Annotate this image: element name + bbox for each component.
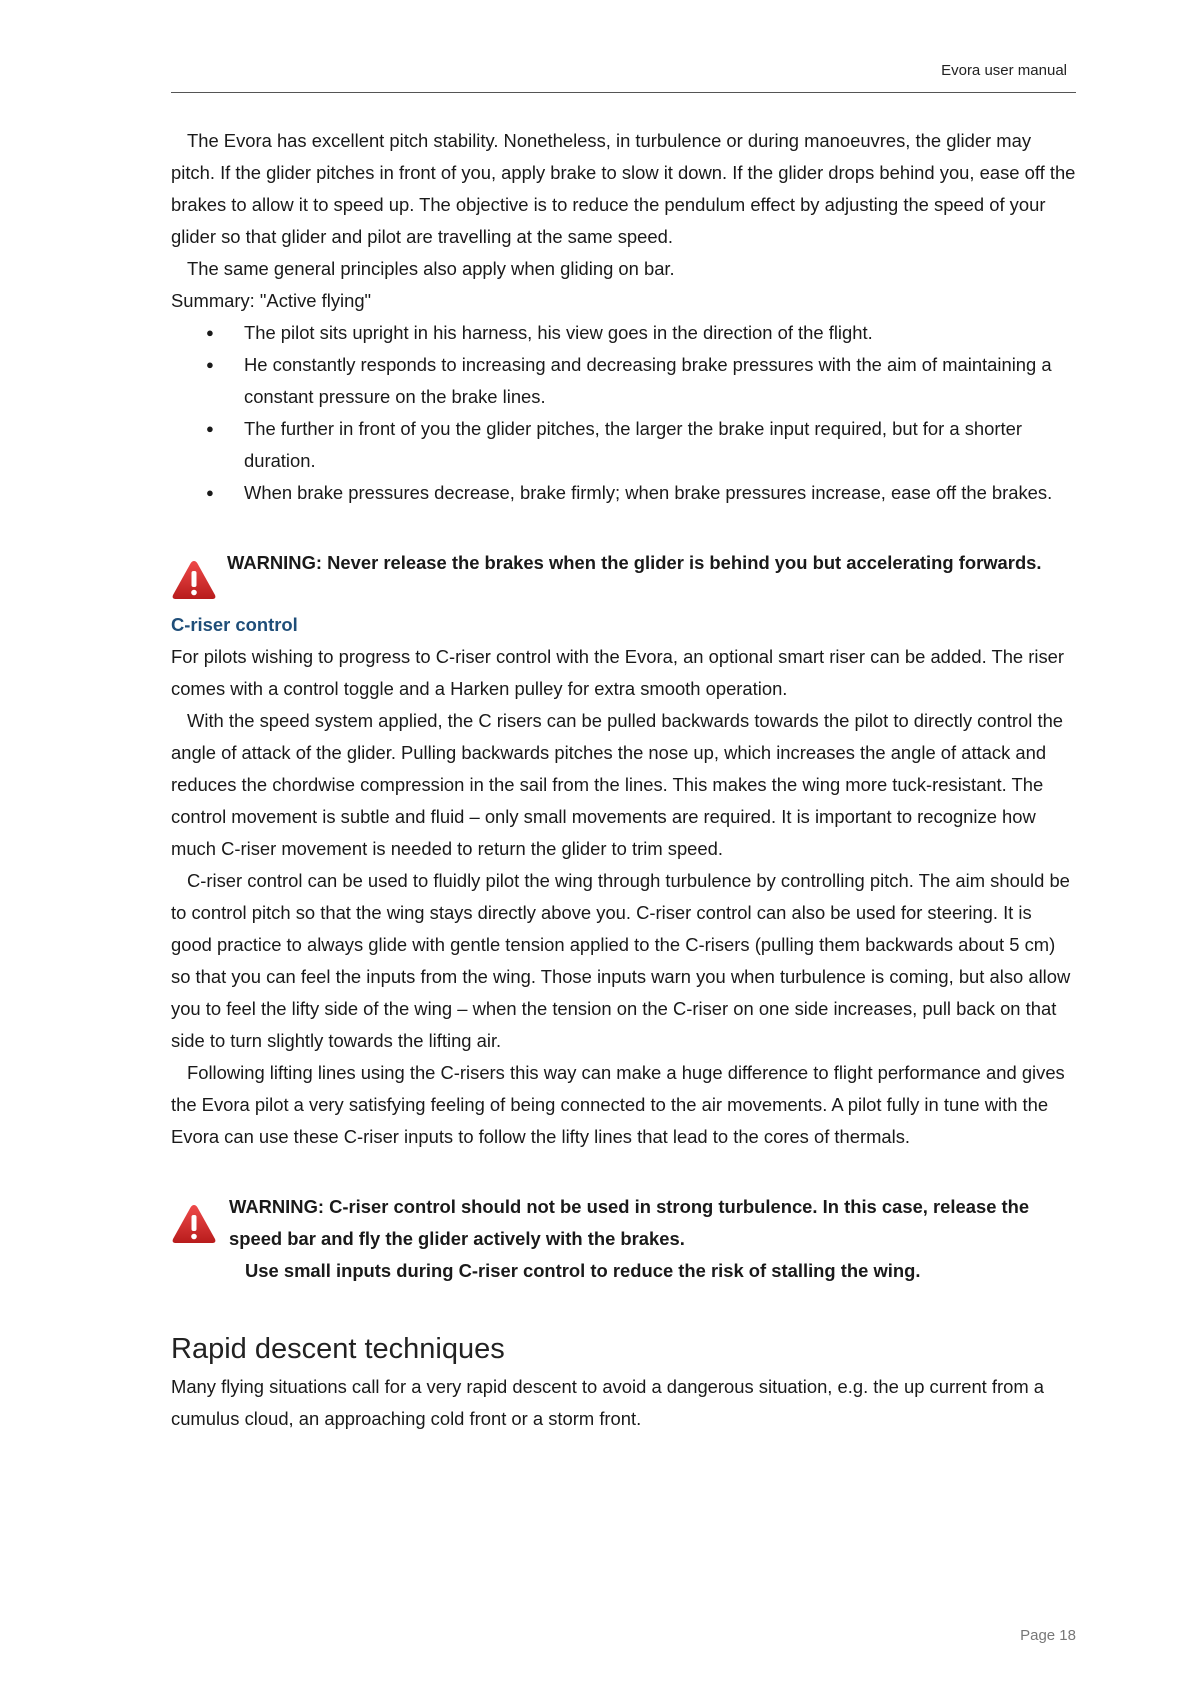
bullet-icon: ● [206, 485, 214, 500]
list-item: ● The further in front of you the glider pitches, the larger the brake input required, but for a shorter duration. [244, 413, 1076, 477]
warning-text: WARNING: C-riser control should not be used in strong turbulence. In this case, release the speed bar and fly the glider actively with the brakes. [229, 1196, 1030, 1249]
paragraph-criser-intro: For pilots wishing to progress to C-riser control with the Evora, an optional smart riser can be added. The riser comes with a control toggle and a Harken pulley for extra smooth operation. [171, 646, 1065, 699]
bullet-icon: ● [206, 325, 214, 340]
paragraph-criser-speed-system: With the speed system applied, the C risers can be pulled backwards towards the pilot to directly control the angle of attack of the glider. Pulling backwards pitches the nose up, which increases the angle of attack and reduces the chordwise compression in the sail from the lines. This makes the wing more tuck-resistant. The control movement is subtle and fluid – only small movements are required. It is important to recognize how much C-riser movement is needed to return the glider to trim speed. [171, 710, 1064, 859]
page-content [171, 125, 1076, 1435]
page-number: Page 18 [1020, 1627, 1076, 1644]
warning-criser [171, 1191, 1076, 1287]
list-item: ● When brake pressures decrease, brake firmly; when brake pressures increase, ease off the brakes. [244, 477, 1076, 509]
list-item: ● He constantly responds to increasing and decreasing brake pressures with the aim of maintaining a constant pressure on the brake lines. [244, 349, 1076, 413]
paragraph-pitch-stability: The Evora has excellent pitch stability. Nonetheless, in turbulence or during manoeuvres, the glider may pitch. If the glider pitches in front of you, apply brake to slow it down. If the glider drops behind you, ease off the brakes to allow it to speed up. The objective is to reduce the pendulum effect by adjusting the speed of your glider so that glider and pilot are travelling at the same speed. [171, 130, 1076, 247]
paragraph-criser-turbulence: C-riser control can be used to fluidly pilot the wing through turbulence by controlling pitch. The aim should be to control pitch so that the wing stays directly above you. C-riser control can also be used for steering. It is good practice to always glide with gentle tension applied to the C-risers (pulling them backwards about 5 cm) so that you can feel the inputs from the wing. Those inputs warn you when turbulence is coming, but also allow you to feel the lifty side of the wing – when the tension on the C-riser on one side increases, pull back on that side to turn slightly towards the lifting air. [171, 870, 1071, 1051]
bullet-icon: ● [206, 421, 214, 436]
bullet-icon: ● [206, 357, 214, 372]
section-heading: Rapid descent techniques [171, 1333, 505, 1365]
active-flying-list [171, 317, 1076, 509]
paragraph-rapid-descent: Many flying situations call for a very rapid descent to avoid a dangerous situation, e.g. the up current from a cumulus cloud, an approaching cold front or a storm front. [171, 1376, 1045, 1429]
list-item: ● The pilot sits upright in his harness, his view goes in the direction of the flight. [244, 317, 1076, 349]
warning-triangle-icon [171, 1203, 217, 1245]
summary-label: Summary: "Active flying" [171, 290, 372, 311]
paragraph-gliding-on-bar: The same general principles also apply when gliding on bar. [187, 258, 675, 279]
page-header [171, 62, 1076, 93]
warning-brakes [171, 547, 1076, 579]
document-title: Evora user manual [941, 62, 1067, 79]
criser-heading: C-riser control [171, 614, 298, 635]
warning-triangle-icon [171, 559, 217, 601]
paragraph-criser-lifting-lines: Following lifting lines using the C-risers this way can make a huge difference to flight performance and gives the Evora pilot a very satisfying feeling of being connected to the air movements. A pilot fully in tune with the Evora can use these C-riser inputs to follow the lifty lines that lead to the cores of thermals. [171, 1062, 1065, 1147]
warning-text: WARNING: Never release the brakes when the glider is behind you but accelerating forwards. [227, 552, 1042, 573]
warning-subtext: Use small inputs during C-riser control to reduce the risk of stalling the wing. [245, 1260, 921, 1281]
